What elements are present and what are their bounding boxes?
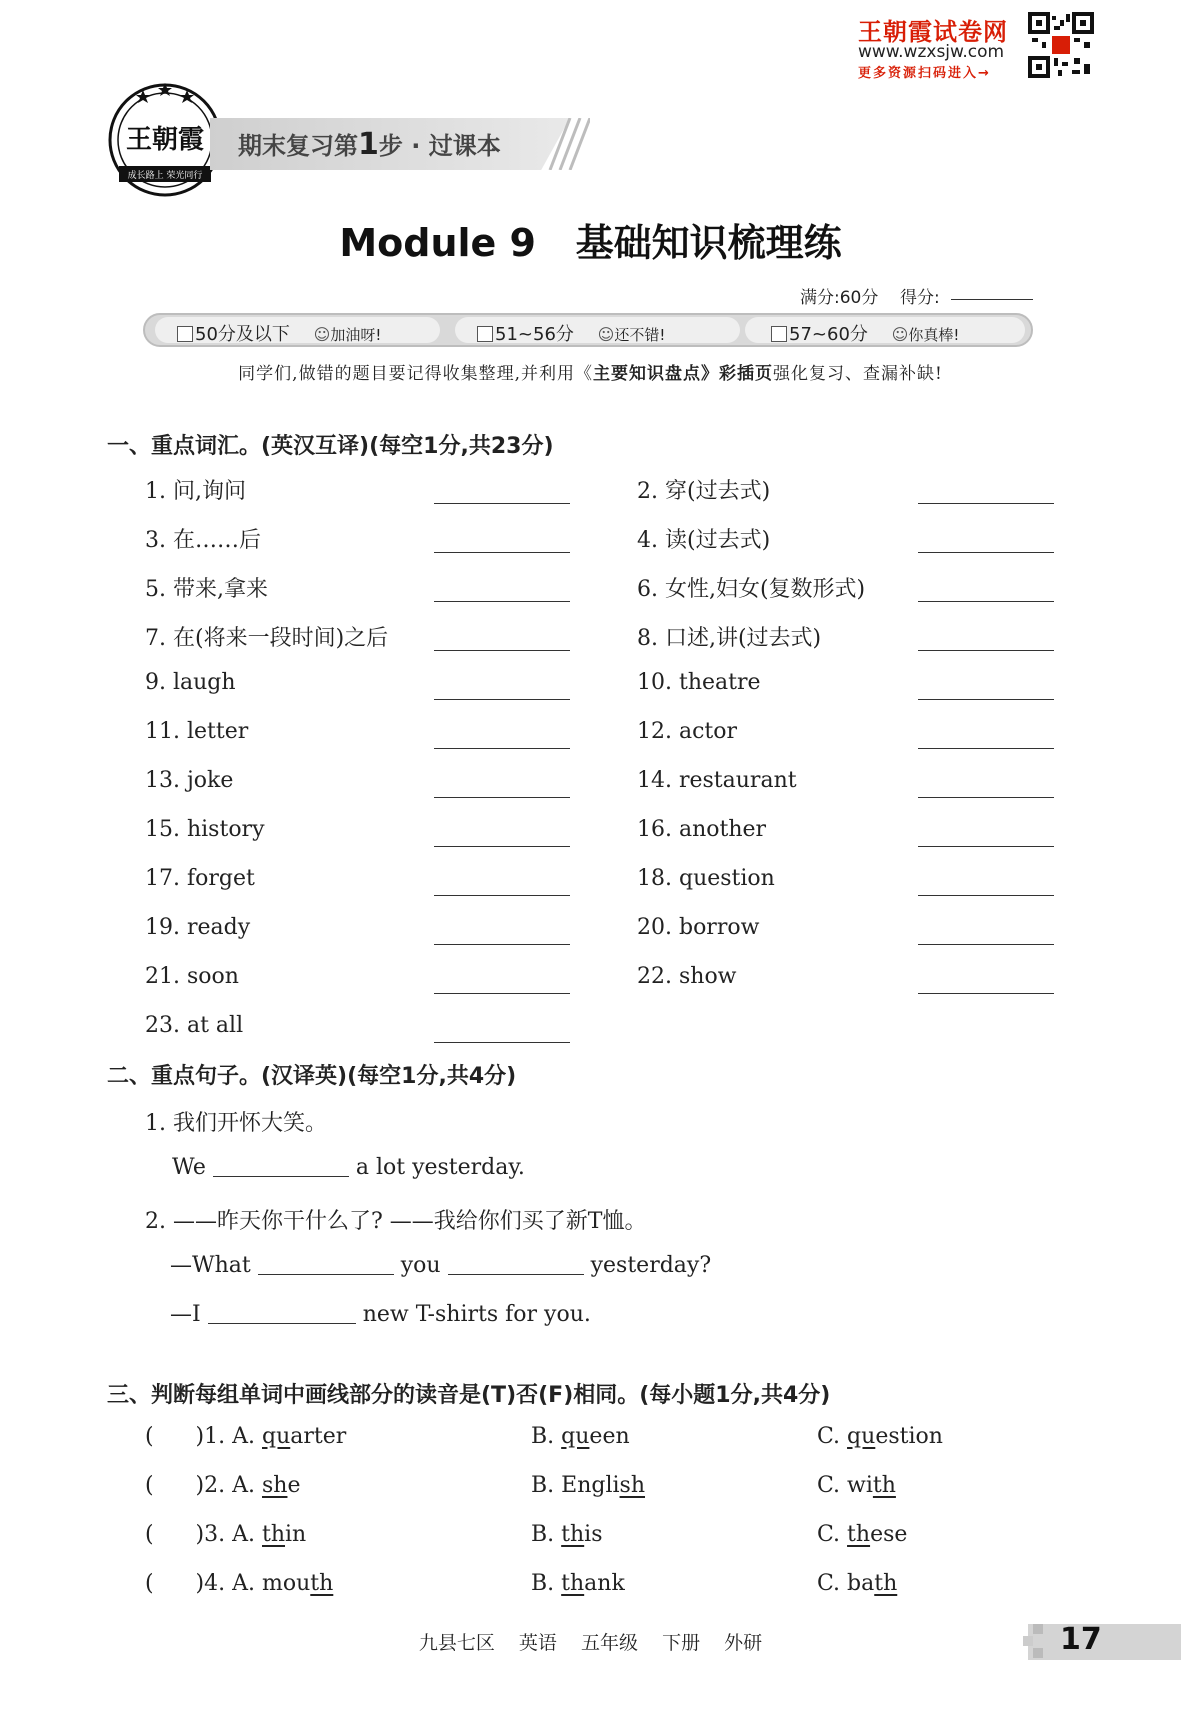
answer-blank[interactable] (918, 846, 1054, 847)
brand-title: 王朝霞试卷网 (858, 18, 1008, 46)
vocab-item: 20. borrow (637, 915, 760, 940)
brand-url[interactable]: www.wzxsjw.com (858, 42, 1005, 62)
answer-blank[interactable] (434, 895, 570, 896)
answer-bracket[interactable]: ( (145, 1424, 196, 1449)
smiley-icon: ☺ (313, 325, 331, 344)
answer-blank[interactable] (918, 699, 1054, 700)
notice-text: 同学们,做错的题目要记得收集整理,并利用《主要知识盘点》彩插页强化复习、查漏补缺! (238, 364, 943, 384)
vocab-item: 7. 在(将来一段时间)之后 (145, 626, 389, 651)
score-input-line[interactable] (951, 299, 1033, 300)
vocab-item: 23. at all (145, 1013, 244, 1038)
svg-text:王朝霞: 王朝霞 (125, 125, 205, 155)
vocab-item: 16. another (637, 817, 767, 842)
vocab-item: 2. 穿(过去式) (637, 479, 771, 504)
answer-blank[interactable] (434, 699, 570, 700)
vocab-item: 15. history (145, 817, 265, 842)
banner-title: 期末复习第1步 · 过课本 (238, 127, 501, 162)
answer-blank[interactable] (434, 846, 570, 847)
page-title: Module 9 基础知识梳理练 (339, 221, 842, 265)
vocab-item: 5. 带来,拿来 (145, 577, 268, 602)
page-number: 17 (1060, 1622, 1102, 1657)
phonics-row: ( )1. A. quarter (145, 1424, 347, 1449)
answer-blank[interactable] (918, 895, 1054, 896)
answer-blank[interactable] (434, 993, 570, 994)
smiley-icon: ☺ (891, 325, 909, 344)
rating-option-3[interactable]: 57~60分 ☺你真棒! (771, 320, 959, 346)
vocab-item: 8. 口述,讲(过去式) (637, 626, 822, 651)
answer-blank[interactable] (918, 797, 1054, 798)
vocab-item: 14. restaurant (637, 768, 797, 793)
brand-tip: 更多资源扫码进入→ (858, 66, 991, 81)
answer-blank[interactable] (434, 1042, 570, 1043)
answer-blank[interactable] (918, 993, 1054, 994)
section-1-title: 一、重点词汇。(英汉互译)(每空1分,共23分) (107, 434, 554, 459)
sentence-line: —I new T-shirts for you. (170, 1302, 591, 1327)
footer-text: 九县七区 英语 五年级 下册 外研 (418, 1632, 763, 1654)
answer-blank[interactable] (918, 748, 1054, 749)
vocab-item: 21. soon (145, 964, 239, 989)
section-2-title: 二、重点句子。(汉译英)(每空1分,共4分) (107, 1064, 517, 1089)
vocab-item: 22. show (637, 964, 737, 989)
rating-bar (143, 313, 1033, 347)
svg-text:成长路上 荣光同行: 成长路上 荣光同行 (127, 171, 203, 181)
brand-logo (105, 80, 225, 200)
vocab-item: 17. forget (145, 866, 255, 891)
answer-blank[interactable] (448, 1254, 584, 1275)
answer-bracket[interactable]: ( (145, 1473, 196, 1498)
rating-option-2[interactable]: 51~56分 ☺还不错! (477, 320, 665, 346)
vocab-item: 3. 在……后 (145, 528, 261, 553)
answer-blank[interactable] (434, 503, 570, 504)
sentence-line: We a lot yesterday. (172, 1155, 525, 1180)
answer-blank[interactable] (918, 503, 1054, 504)
section-3-title: 三、判断每组单词中画线部分的读音是(T)否(F)相同。(每小题1分,共4分) (107, 1383, 831, 1408)
checkbox-icon[interactable] (771, 326, 787, 342)
answer-blank[interactable] (918, 944, 1054, 945)
vocab-item: 1. 问,询问 (145, 479, 246, 504)
phonics-option-b: B. thank (531, 1571, 625, 1596)
rating-option-1[interactable]: 50分及以下 ☺加油呀! (177, 320, 381, 346)
answer-blank[interactable] (918, 552, 1054, 553)
vocab-item: 18. question (637, 866, 775, 891)
answer-blank[interactable] (918, 650, 1054, 651)
sentence-question: 2. ——昨天你干什么了? ——我给你们买了新T恤。 (145, 1209, 647, 1234)
qr-code-icon[interactable] (1028, 12, 1094, 78)
answer-bracket[interactable]: ( (145, 1522, 196, 1547)
answer-blank[interactable] (213, 1156, 349, 1177)
vocab-item: 4. 读(过去式) (637, 528, 771, 553)
smiley-icon: ☺ (597, 325, 615, 344)
vocab-item: 6. 女性,妇女(复数形式) (637, 577, 866, 602)
vocab-item: 13. joke (145, 768, 234, 793)
phonics-row: ( )2. A. she (145, 1473, 301, 1498)
phonics-option-b: B. English (531, 1473, 646, 1498)
phonics-option-b: B. queen (531, 1424, 630, 1449)
answer-blank[interactable] (434, 944, 570, 945)
answer-blank[interactable] (434, 748, 570, 749)
answer-blank[interactable] (918, 601, 1054, 602)
answer-blank[interactable] (434, 601, 570, 602)
answer-blank[interactable] (208, 1303, 356, 1324)
phonics-row: ( )3. A. thin (145, 1522, 307, 1547)
vocab-item: 12. actor (637, 719, 738, 744)
sentence-question: 1. 我们开怀大笑。 (145, 1111, 327, 1136)
answer-blank[interactable] (258, 1254, 394, 1275)
phonics-option-c: C. bath (817, 1571, 898, 1596)
sentence-line: —What you yesterday? (170, 1253, 712, 1278)
answer-blank[interactable] (434, 797, 570, 798)
phonics-option-c: C. with (817, 1473, 896, 1498)
phonics-option-c: C. question (817, 1424, 943, 1449)
score-info: 满分:60分 得分: (800, 288, 940, 308)
banner-hatch-decoration (540, 118, 590, 170)
phonics-option-b: B. this (531, 1522, 603, 1547)
corner-mark-icon (1023, 1624, 1053, 1660)
answer-blank[interactable] (434, 650, 570, 651)
phonics-row: ( )4. A. mouth (145, 1571, 334, 1596)
vocab-item: 10. theatre (637, 670, 761, 695)
answer-blank[interactable] (434, 552, 570, 553)
phonics-option-c: C. these (817, 1522, 908, 1547)
checkbox-icon[interactable] (177, 326, 193, 342)
vocab-item: 11. letter (145, 719, 249, 744)
answer-bracket[interactable]: ( (145, 1571, 196, 1596)
checkbox-icon[interactable] (477, 326, 493, 342)
vocab-item: 19. ready (145, 915, 251, 940)
vocab-item: 9. laugh (145, 670, 236, 695)
